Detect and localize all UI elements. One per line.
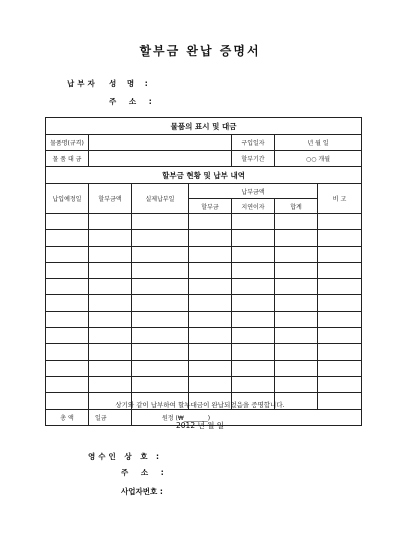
- receiver-address-label: 주 소 :: [121, 468, 169, 477]
- payer-address-label: 주 소 :: [109, 97, 157, 106]
- total-cell[interactable]: [275, 295, 318, 311]
- header-paid-installment: 할부금: [189, 199, 232, 214]
- remarks-cell[interactable]: [318, 262, 362, 278]
- payment-rows: [46, 214, 362, 410]
- actual-date-cell[interactable]: [132, 295, 189, 311]
- receiver-business-name-label: 영수인 상 호 :: [88, 452, 163, 461]
- table-row: [46, 279, 362, 295]
- actual-date-cell[interactable]: [132, 328, 189, 344]
- due-date-cell[interactable]: [46, 246, 89, 262]
- due-date-cell[interactable]: [46, 214, 89, 230]
- due-date-cell[interactable]: [46, 344, 89, 360]
- late-interest-cell[interactable]: [232, 328, 275, 344]
- late-interest-cell[interactable]: [232, 246, 275, 262]
- item-name-label: 물품명(규격): [46, 135, 89, 151]
- table-row: [46, 262, 362, 278]
- remarks-cell[interactable]: [318, 230, 362, 246]
- total-cell[interactable]: [275, 262, 318, 278]
- document-title: 할부금 완납 증명서: [139, 44, 261, 58]
- installment-amount-cell[interactable]: [89, 328, 132, 344]
- table-row: [46, 230, 362, 246]
- late-interest-cell[interactable]: [232, 344, 275, 360]
- issue-date: 2012 년 월 일: [176, 421, 224, 430]
- installment-amount-cell[interactable]: [89, 279, 132, 295]
- due-date-cell[interactable]: [46, 262, 89, 278]
- actual-date-cell[interactable]: [132, 376, 189, 392]
- late-interest-cell[interactable]: [232, 311, 275, 327]
- actual-date-cell[interactable]: [132, 311, 189, 327]
- due-date-cell[interactable]: [46, 376, 89, 392]
- total-korean-amount[interactable]: 일금: [89, 409, 132, 425]
- item-name-field[interactable]: [89, 135, 232, 151]
- item-price-label: 물 품 대 금: [46, 151, 89, 167]
- purchase-date-label: 구입일자: [232, 135, 275, 151]
- due-date-cell[interactable]: [46, 360, 89, 376]
- table-row: [46, 360, 362, 376]
- total-cell[interactable]: [275, 376, 318, 392]
- late-interest-cell[interactable]: [232, 295, 275, 311]
- table-row: [46, 344, 362, 360]
- installment-amount-cell[interactable]: [89, 246, 132, 262]
- remarks-cell[interactable]: [318, 376, 362, 392]
- table-row: [46, 328, 362, 344]
- total-cell[interactable]: [275, 279, 318, 295]
- installment-amount-cell[interactable]: [89, 360, 132, 376]
- table-row: [46, 246, 362, 262]
- due-date-cell[interactable]: [46, 295, 89, 311]
- remarks-cell[interactable]: [318, 295, 362, 311]
- actual-date-cell[interactable]: [132, 344, 189, 360]
- actual-date-cell[interactable]: [132, 262, 189, 278]
- paid-installment-cell[interactable]: [189, 328, 232, 344]
- late-interest-cell[interactable]: [232, 279, 275, 295]
- installment-amount-cell[interactable]: [89, 376, 132, 392]
- installment-period-field[interactable]: ○○ 개월: [275, 151, 362, 167]
- remarks-cell[interactable]: [318, 311, 362, 327]
- purchase-date-field[interactable]: 년 월 일: [275, 135, 362, 151]
- remarks-cell[interactable]: [318, 246, 362, 262]
- actual-date-cell[interactable]: [132, 279, 189, 295]
- section-goods-title: 물품의 표시 및 대금: [46, 118, 362, 135]
- due-date-cell[interactable]: [46, 311, 89, 327]
- total-cell[interactable]: [275, 311, 318, 327]
- remarks-cell[interactable]: [318, 279, 362, 295]
- late-interest-cell[interactable]: [232, 230, 275, 246]
- paid-installment-cell[interactable]: [189, 246, 232, 262]
- actual-date-cell[interactable]: [132, 246, 189, 262]
- paid-installment-cell[interactable]: [189, 295, 232, 311]
- receiver-business-number-label: 사업자번호 :: [121, 487, 163, 496]
- table-row: [46, 311, 362, 327]
- table-row: [46, 214, 362, 230]
- total-cell[interactable]: [275, 230, 318, 246]
- installment-amount-cell[interactable]: [89, 295, 132, 311]
- header-due-date: 납입예정일: [46, 184, 89, 214]
- due-date-cell[interactable]: [46, 328, 89, 344]
- late-interest-cell[interactable]: [232, 262, 275, 278]
- installment-amount-cell[interactable]: [89, 344, 132, 360]
- payer-label: 납부자: [67, 79, 98, 88]
- total-cell[interactable]: [275, 328, 318, 344]
- header-total: 합계: [275, 199, 318, 214]
- section-payment-title: 할부금 현황 및 납부 내역: [46, 167, 362, 184]
- header-actual-date: 실제납부일: [132, 184, 189, 214]
- total-label: 총 액: [46, 409, 89, 425]
- late-interest-cell[interactable]: [232, 376, 275, 392]
- remarks-cell[interactable]: [318, 328, 362, 344]
- due-date-cell[interactable]: [46, 230, 89, 246]
- table-row: [46, 295, 362, 311]
- item-price-field[interactable]: [89, 151, 232, 167]
- installment-amount-cell[interactable]: [89, 311, 132, 327]
- remarks-cell[interactable]: [318, 360, 362, 376]
- paid-installment-cell[interactable]: [189, 360, 232, 376]
- table-row: [46, 376, 362, 392]
- certificate-table: [45, 117, 362, 426]
- header-paid-amount: 납부금액: [189, 184, 318, 199]
- paid-installment-cell[interactable]: [189, 376, 232, 392]
- total-cell[interactable]: [275, 360, 318, 376]
- actual-date-cell[interactable]: [132, 230, 189, 246]
- header-installment-amount: 할부금액: [89, 184, 132, 214]
- paid-installment-cell[interactable]: [189, 279, 232, 295]
- actual-date-cell[interactable]: [132, 214, 189, 230]
- payer-name-label: 성 명 :: [109, 79, 152, 88]
- certification-statement: 상기와 같이 납부하여 할부대금이 완납되었음을 증명합니다.: [115, 401, 285, 409]
- installment-period-label: 할부기간: [232, 151, 275, 167]
- remarks-cell[interactable]: [318, 214, 362, 230]
- installment-amount-cell[interactable]: [89, 230, 132, 246]
- paid-installment-cell[interactable]: [189, 344, 232, 360]
- due-date-cell[interactable]: [46, 279, 89, 295]
- total-cell[interactable]: [275, 344, 318, 360]
- paid-installment-cell[interactable]: [189, 311, 232, 327]
- installment-amount-cell[interactable]: [89, 262, 132, 278]
- total-cell[interactable]: [275, 214, 318, 230]
- paid-installment-cell[interactable]: [189, 262, 232, 278]
- late-interest-cell[interactable]: [232, 360, 275, 376]
- installment-amount-cell[interactable]: [89, 214, 132, 230]
- late-interest-cell[interactable]: [232, 214, 275, 230]
- paid-installment-cell[interactable]: [189, 214, 232, 230]
- total-cell[interactable]: [275, 246, 318, 262]
- header-late-interest: 지연이자: [232, 199, 275, 214]
- remarks-cell[interactable]: [318, 344, 362, 360]
- total-won-amount[interactable]: 원정 (₩________): [132, 409, 362, 425]
- actual-date-cell[interactable]: [132, 360, 189, 376]
- paid-installment-cell[interactable]: [189, 230, 232, 246]
- header-remarks: 비 고: [318, 184, 362, 214]
